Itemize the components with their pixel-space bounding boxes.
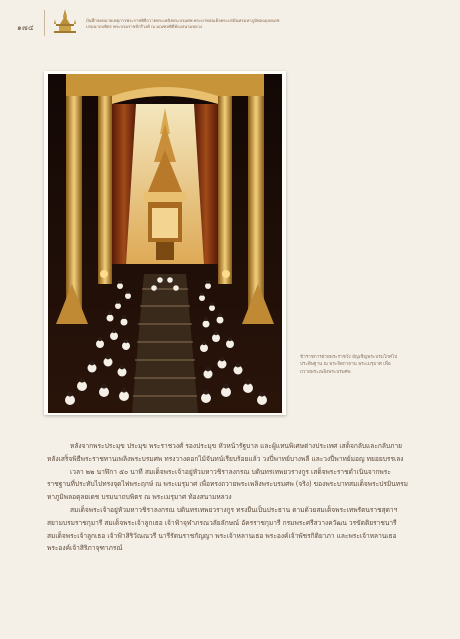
- header-title: [86, 18, 316, 30]
- header-divider: [44, 10, 45, 36]
- paragraph: สมเด็จพระเจ้าอยู่หัวมหาวชิราลงกรณ บดินทรเทพยวรางกูร ทรงยืนเป็นประธาน ตามด้วยสมเด็จพระเทพรัตนราชสุดาฯ สยามบรมราชกุมารี สมเด็จพระเจ้าลูกเธอ เจ้าฟ้าจุฬาภรณวลัยลักษณ์ อัครราชกุมารี กรมพระศรีสวางควัฒน วรขัตติยราชนารี สมเด็จพระเจ้าลูกเธอ เจ้าฟ้าสิริวัณณวรี นารีรัตนราชกัญญา พระเจ้าหลานเธอ พระองค์เจ้าพัชรกิติยาภา และพระเจ้าหลานเธอ พระองค์เจ้าสิริภาจุฑาภรณ์: [47, 505, 398, 553]
- page-header: [0, 0, 460, 40]
- royal-crematorium-illustration: [48, 74, 282, 413]
- paragraph: เวลา ๒๒ นาฬิกา ๕๐ นาที สมเด็จพระเจ้าอยู่หัวมหาวชิราลงกรณ บดินทรเทพยวรางกูร เสด็จพระราชดำเนินจากพระราชฐานที่ประทับไปทรงจุดไฟพระฤกษ์ ณ พระเมรุมาศ เพื่อทรงถวายพระเพลิงพระบรมศพ (จริง) ของพระบาทสมเด็จพระปรมินทรมหาภูมิพลอดุลยเดช บรมนาถบพิตร ณ พระเมรุมาศ ท้องสนามหลวง: [47, 467, 409, 502]
- header-title-line: บันทึกจดหมายเหตุการพระราชพิธีถวายพระเพลิงพระบรมศพ พระบาทสมเด็จพระปรมินทรมหาภูมิพลอดุลยเดช: [86, 18, 280, 23]
- photo-frame: [44, 71, 286, 415]
- header-title-line: บรมนาถบพิตร พระบรมราชจักรีวงศ์ ณ มณฑลพิธีท้องสนามหลวง: [86, 24, 202, 29]
- photo-caption: ข้าราชการฝ่ายพระราชวัง อัญเชิญพระบรมโกศไปประดิษฐาน ณ พระจิตกาธาน พระเมรุมาศ เพื่อถวายพระเพลิงพระบรมศพ: [300, 355, 398, 375]
- paragraph: หลังจากพระประมุข ประมุข พระราชวงศ์ รองประมุข หัวหน้ารัฐบาล และผู้แทนพิเศษต่างประเทศ เสด็จกลับและกลับภายหลังเสร็จพิธีพระราชทานเพลิงพระบรมศพ ทรงวางดอกไม้จันทน์เรียบร้อยแล้ว วงปี่พาทย์บางพลี และวงปี่พาทย์มอญ ทยอยบรรเลง: [47, 442, 404, 463]
- article-body: [47, 440, 413, 555]
- ceremony-photo: [48, 74, 282, 413]
- royal-emblem-icon: [50, 8, 80, 36]
- page-number: ๑๗๔: [17, 23, 34, 32]
